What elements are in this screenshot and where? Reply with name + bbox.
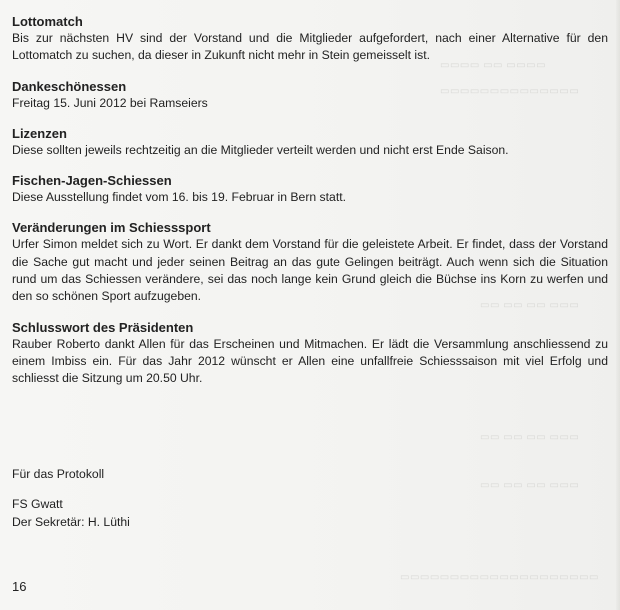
show-through-texture: ▭▭▭▭▭▭▭▭▭▭▭▭▭▭ bbox=[440, 86, 580, 97]
section-text: Diese sollten jeweils rechtzeitig an die Mitglieder verteilt werden und nicht erst Ende Saison. bbox=[12, 142, 509, 157]
section-text: Diese Ausstellung findet vom 16. bis 19. Februar in Bern statt. bbox=[12, 190, 346, 205]
section-dankeschoenessen bbox=[12, 78, 608, 112]
section-veraenderungen bbox=[12, 219, 608, 305]
minutes-body bbox=[12, 13, 608, 401]
show-through-texture: ▭▭ ▭▭ ▭▭ ▭▭▭ bbox=[480, 480, 580, 491]
section-text: Bis zur nächsten HV sind der Vorstand und die Mitglieder aufgefordert, nach einer Alternative für den Lottomatch zu suchen, da dieser in Zukunft nicht mehr in Stein gemeisselt ist. bbox=[12, 31, 608, 63]
section-heading: Dankeschönessen bbox=[12, 78, 127, 94]
secretary-line: Der Sekretär: H. Lüthi bbox=[12, 514, 130, 529]
show-through-texture: ▭▭▭▭▭▭▭▭▭▭▭▭▭▭▭▭▭▭▭▭ bbox=[400, 572, 599, 583]
section-schlusswort bbox=[12, 319, 608, 388]
section-text: Rauber Roberto dankt Allen für das Erscheinen und Mitmachen. Er lädt die Versammlung anschliessend zu einem Imbiss ein. Für das Jahr 2012 wünscht er Allen eine unfallfreie Schiesssaison mit viel Erfolg und schliesst die Sitzung um 20.50 Uhr. bbox=[12, 336, 608, 386]
section-fischen-jagen-schiessen bbox=[12, 172, 608, 206]
section-text: Freitag 15. Juni 2012 bei Ramseiers bbox=[12, 95, 208, 110]
section-heading: Lizenzen bbox=[12, 125, 67, 141]
section-text: Urfer Simon meldet sich zu Wort. Er dankt dem Vorstand für die geleistete Arbeit. Er findet, dass der Vorstand die Sache gut macht und jeder seinen Beitrag an das gute Gelingen beiträgt. Auch wenn sich die Situation rund um das Schiessen verändere, sei das noch lange kein Grund gleich die Büchse ins Korn zu werfen und den so schönen Sport aufzugeben. bbox=[12, 237, 608, 304]
section-heading: Schlusswort des Präsidenten bbox=[12, 319, 194, 335]
show-through-texture: ▭▭ ▭▭ ▭▭ ▭▭▭ bbox=[480, 300, 580, 311]
page-number: 16 bbox=[12, 579, 27, 594]
organization-name: FS Gwatt bbox=[12, 497, 63, 512]
signoff-block bbox=[12, 466, 130, 531]
section-heading: Lottomatch bbox=[12, 14, 83, 29]
section-lizenzen bbox=[12, 125, 608, 159]
section-heading: Veränderungen im Schiesssport bbox=[12, 220, 211, 236]
section-heading: Fischen-Jagen-Schiessen bbox=[12, 173, 172, 189]
show-through-texture: ▭▭▭▭ ▭▭ ▭▭▭▭ bbox=[440, 60, 547, 71]
section-lottomatch bbox=[12, 13, 608, 65]
show-through-texture: ▭▭ ▭▭ ▭▭ ▭▭▭ bbox=[480, 432, 580, 443]
protocol-line: Für das Protokoll bbox=[12, 467, 105, 481]
page-edge-shadow bbox=[616, 0, 620, 610]
signoff-spacer bbox=[12, 483, 130, 496]
